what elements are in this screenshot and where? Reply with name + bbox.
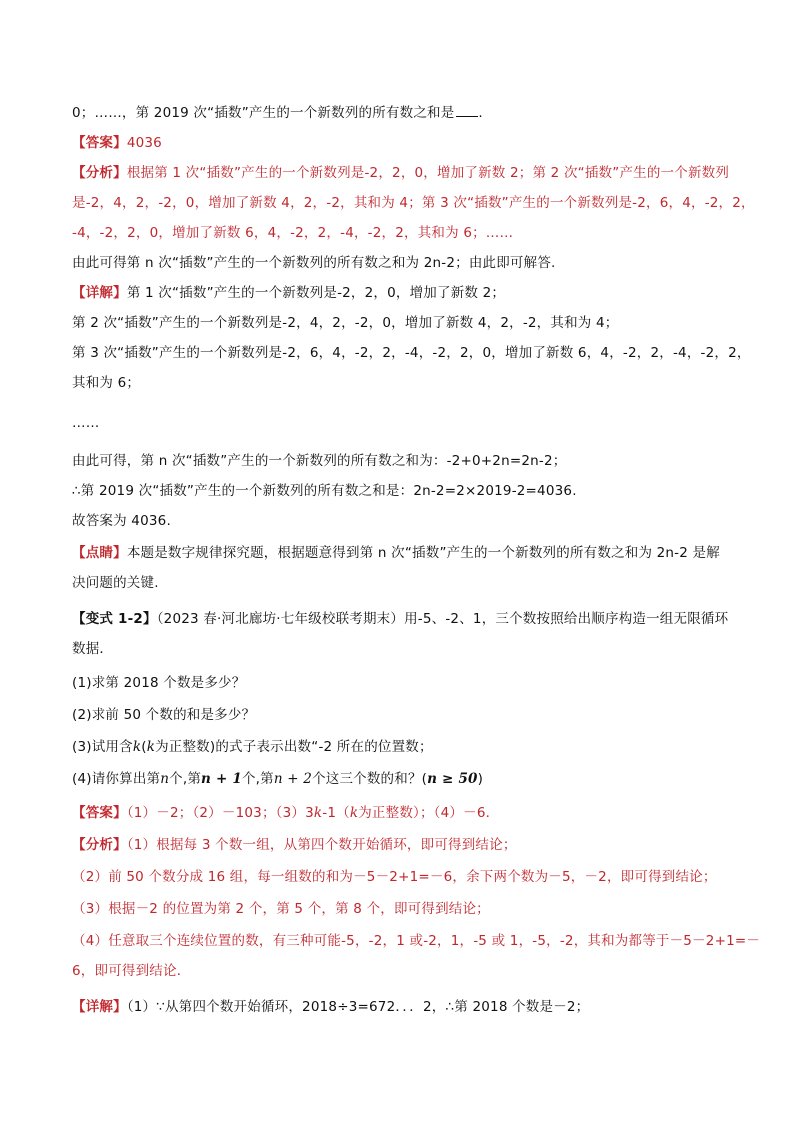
analysis2-line-2: （2）前 50 个数分成 16 组，每一组数的和为－5－2+1=－6，余下两个数为－5，－2，即可得到结论； xyxy=(72,869,717,885)
detail-line-8: 故答案为 4036. xyxy=(72,513,171,529)
q4-expr-n2: n + 2 xyxy=(273,771,313,787)
comment-tag: 【点睛】 xyxy=(72,545,127,561)
analysis2-line-1 xyxy=(72,835,517,855)
q4-expr-n1: n + 1 xyxy=(201,771,242,787)
detail-line-5: …… xyxy=(72,415,100,431)
q4-expr-cond: n ≥ 50 xyxy=(427,771,478,787)
analysis-line-1 xyxy=(72,163,729,183)
q3-var-k2: k xyxy=(146,739,156,755)
detail2-line-1 xyxy=(72,997,589,1017)
answer-line-2 xyxy=(72,803,499,823)
q4-text-e: ) xyxy=(477,771,484,787)
q3-text-c: 为正整数)的式子表示出数“-2 所在的位置数； xyxy=(155,739,433,755)
answer-line-1 xyxy=(72,133,162,153)
analysis-line-2: 是-2，4，2，-2，0，增加了新数 4，2，-2，其和为 4；第 3 次“插数”产生的一个新数列是-2，6，4，-2，2， xyxy=(72,195,755,211)
analysis2-line-5: 6，即可得到结论． xyxy=(72,963,191,979)
intro-text: 0；……，第 2019 次“插数”产生的一个新数列的所有数之和是 xyxy=(72,105,455,121)
analysis2-tag: 【分析】 xyxy=(72,837,127,853)
analysis-text: 根据第 1 次“插数”产生的一个新数列是-2，2，0，增加了新数 2；第 2 次“插数”产生的一个新数列 xyxy=(126,165,730,181)
intro-line xyxy=(72,103,483,123)
q4-text-a: (4)请你算出第 xyxy=(72,771,161,787)
variant-tag: 【变式 1-2】 xyxy=(72,611,157,627)
answer2-text-b: -1（ xyxy=(322,805,350,821)
q4-var-n: n xyxy=(160,771,170,787)
answer2-text-a: （1）－2；（2）－103；（3）3 xyxy=(126,805,314,821)
question-4 xyxy=(72,769,483,789)
question-1: (1)求第 2018 个数是多少？ xyxy=(72,675,246,691)
intro-suffix: . xyxy=(478,105,483,121)
variant-line-1 xyxy=(72,609,728,629)
comment-line-2: 决问题的关键. xyxy=(72,575,159,591)
q4-text-b: 个,第 xyxy=(169,771,202,787)
answer2-var-k: k xyxy=(313,805,323,821)
detail-line-1 xyxy=(72,283,505,303)
detail-text: 第 1 次“插数”产生的一个新数列是-2，2，0，增加了新数 2； xyxy=(126,285,506,301)
detail2-text: （1）∵从第四个数开始循环，2018÷3=672．．．2，∴第 2018 个数是－2； xyxy=(126,999,590,1015)
analysis-line-3: -4，-2，2，0，增加了新数 6，4，-2，2，-4，-2，2，其和为 6；…… xyxy=(72,225,514,241)
detail-line-7: ∴第 2019 次“插数”产生的一个新数列的所有数之和是：2n-2=2×2019-2=4036. xyxy=(72,483,577,499)
q4-text-d: 个这三个数的和？( xyxy=(312,771,428,787)
answer-blank xyxy=(456,104,478,117)
analysis-line-4: 由此可得第 n 次“插数”产生的一个新数列的所有数之和为 2n-2；由此即可解答. xyxy=(72,255,556,271)
answer2-text-c: 为正整数）；（4）－6． xyxy=(358,805,500,821)
detail-tag: 【详解】 xyxy=(72,285,127,301)
detail-line-6: 由此可得，第 n 次“插数”产生的一个新数列的所有数之和为：-2+0+2n=2n-2； xyxy=(72,453,567,469)
answer-value: 4036 xyxy=(126,135,162,151)
analysis2-text: （1）根据每 3 个数一组，从第四个数开始循环，即可得到结论； xyxy=(126,837,517,853)
answer2-var-k2: k xyxy=(349,805,359,821)
detail-line-2: 第 2 次“插数”产生的一个新数列是-2，4，2，-2，0，增加了新数 4，2，-2，其和为 4； xyxy=(72,315,619,331)
q3-text-b: ( xyxy=(141,739,147,755)
detail-line-4: 其和为 6； xyxy=(72,375,141,391)
answer2-tag: 【答案】 xyxy=(72,805,127,821)
comment-line-1 xyxy=(72,543,720,563)
analysis2-line-3: （3）根据－2 的位置为第 2 个，第 5 个，第 8 个，即可得到结论； xyxy=(72,901,490,917)
analysis2-line-4: （4）任意取三个连续位置的数，有三种可能-5，-2，1 或-2，1，-5 或 1，-5，-2，其和为都等于－5－2+1=－ xyxy=(72,933,761,949)
analysis-tag: 【分析】 xyxy=(72,165,127,181)
q3-var-k: k xyxy=(132,739,142,755)
variant-line-2: 数据． xyxy=(72,641,114,657)
question-3 xyxy=(72,737,433,757)
q4-text-c: 个,第 xyxy=(241,771,274,787)
answer-tag: 【答案】 xyxy=(72,135,127,151)
variant-text: （2023 春·河北廊坊·七年级校联考期末）用-5、-2、1，三个数按照给出顺序构造一组无限循环 xyxy=(156,611,729,627)
comment-text: 本题是数字规律探究题，根据题意得到第 n 次“插数”产生的一个新数列的所有数之和为 2n-2 是解 xyxy=(126,545,720,561)
question-2: (2)求前 50 个数的和是多少？ xyxy=(72,707,256,723)
detail2-tag: 【详解】 xyxy=(72,999,127,1015)
detail-line-3: 第 3 次“插数”产生的一个新数列是-2，6，4，-2，2，-4，-2，2，0，增加了新数 6，4，-2，2，-4，-2，2， xyxy=(72,345,751,361)
q3-text-a: (3)试用含 xyxy=(72,739,133,755)
